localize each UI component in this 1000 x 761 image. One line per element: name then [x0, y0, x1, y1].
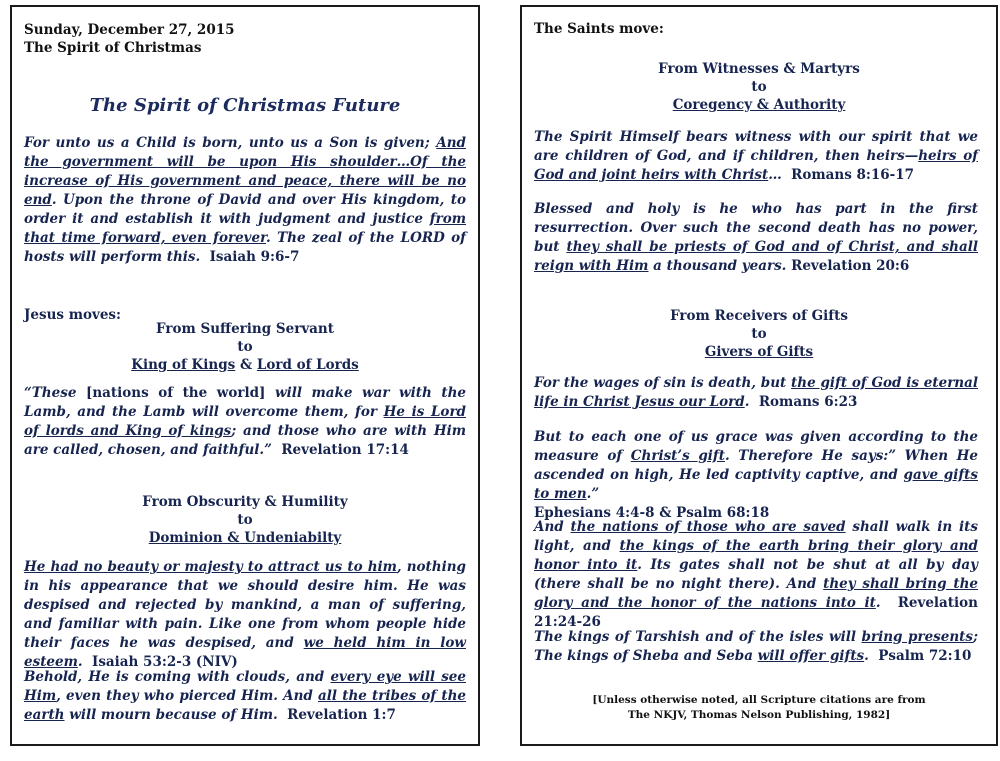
scripture-ref: Isaiah 53:2-3 (NIV): [92, 654, 238, 670]
scripture-ref: Revelation 21:24-26: [534, 595, 978, 630]
header-subtitle: The Spirit of Christmas: [24, 40, 202, 56]
verse-romans-6: For the wages of sin is death, but the gift of God is eternal life in Christ Jesus our Lord. Romans 6:23: [534, 375, 978, 410]
move-heading-4: From Receivers of Gifts to Givers of Gifts: [670, 308, 848, 360]
scripture-ref: Romans 8:16-17: [791, 167, 915, 183]
verse-isaiah-53: He had no beauty or majesty to attract us to him, nothing in his appearance that we should desire him. He was despised and rejected by mankind, a man of suffering, and familiar with pain. Like one from whom people hide their faces he was despised, and we held him in low esteem. Isaiah 53:2-3 (NIV): [24, 559, 466, 670]
header-block: [24, 21, 235, 57]
verse-ephesians-4: But to each one of us grace was given according to the measure of Christ’s gift. Therefore He says:” When He ascended on high, He led captivity captive, and gave gifts to men.” Ephesians 4:4-8 & Psalm 68:18: [534, 429, 978, 521]
verse-psalm-72: The kings of Tarshish and of the isles will bring presents; The kings of Sheba and Seba will offer gifts. Psalm 72:10: [534, 629, 978, 664]
scripture-ref: Revelation 1:7: [287, 707, 396, 723]
move-heading-3: From Witnesses & Martyrs to Coregency & Authority: [658, 61, 860, 113]
scripture-ref: Ephesians 4:4-8 & Psalm 68:18: [534, 505, 770, 521]
verse-romans-8: The Spirit Himself bears witness with our spirit that we are children of God, and if children, then heirs—heirs of God and joint heirs with Christ… Romans 8:16-17: [534, 129, 979, 183]
section-label-jesus: Jesus moves:: [24, 307, 121, 323]
scripture-ref: Revelation 20:6: [791, 258, 910, 274]
page-title: The Spirit of Christmas Future: [89, 95, 401, 116]
move-heading-1: From Suffering Servant to King of Kings & Lord of Lords: [131, 321, 359, 373]
verse-isaiah-9: For unto us a Child is born, unto us a Son is given; And the government will be upon His shoulder…Of the increase of His government and peace, there will be no end. Upon the throne of David and over His kingdom, to order it and establish it with judgment and justice from that time forward, even forever. The zeal of the LORD of hosts will perform this. Isaiah 9:6-7: [24, 135, 466, 265]
left-page: [10, 5, 480, 746]
verse-revelation-20: Blessed and holy is he who has part in the first resurrection. Over such the second death has no power, but they shall be priests of God and of Christ, and shall reign with Him a thousand years. Revelation 20:6: [534, 201, 978, 274]
scripture-ref: Revelation 17:14: [281, 442, 409, 458]
scripture-ref: Psalm 72:10: [878, 648, 972, 664]
verse-revelation-1: Behold, He is coming with clouds, and every eye will see Him, even they who pierced Him. And all the tribes of the earth will mourn because of Him. Revelation 1:7: [24, 669, 466, 723]
verse-revelation-21: And the nations of those who are saved shall walk in its light, and the kings of the earth bring their glory and honor into it. Its gates shall not be shut at all by day (there shall be no night there). And they shall bring the glory and the honor of the nations into it. Revelation 21:24-26: [534, 519, 978, 630]
section-label-saints: The Saints move:: [534, 21, 664, 37]
verse-revelation-17: “These [nations of the world] will make war with the Lamb, and the Lamb will overcome them, for He is Lord of lords and King of kings; and those who are with Him are called, chosen, and faithful.” Revelation 17:14: [24, 385, 467, 458]
date-line: Sunday, December 27, 2015: [24, 22, 235, 38]
move-heading-2: From Obscurity & Humility to Dominion & Undeniabilty: [142, 494, 348, 546]
footnote: [Unless otherwise noted, all Scripture citations are from The NKJV, Thomas Nelson Publishing, 1982]: [592, 694, 926, 721]
scripture-ref: Romans 6:23: [758, 394, 858, 410]
right-page: [520, 5, 998, 746]
scripture-ref: Isaiah 9:6-7: [209, 249, 300, 265]
